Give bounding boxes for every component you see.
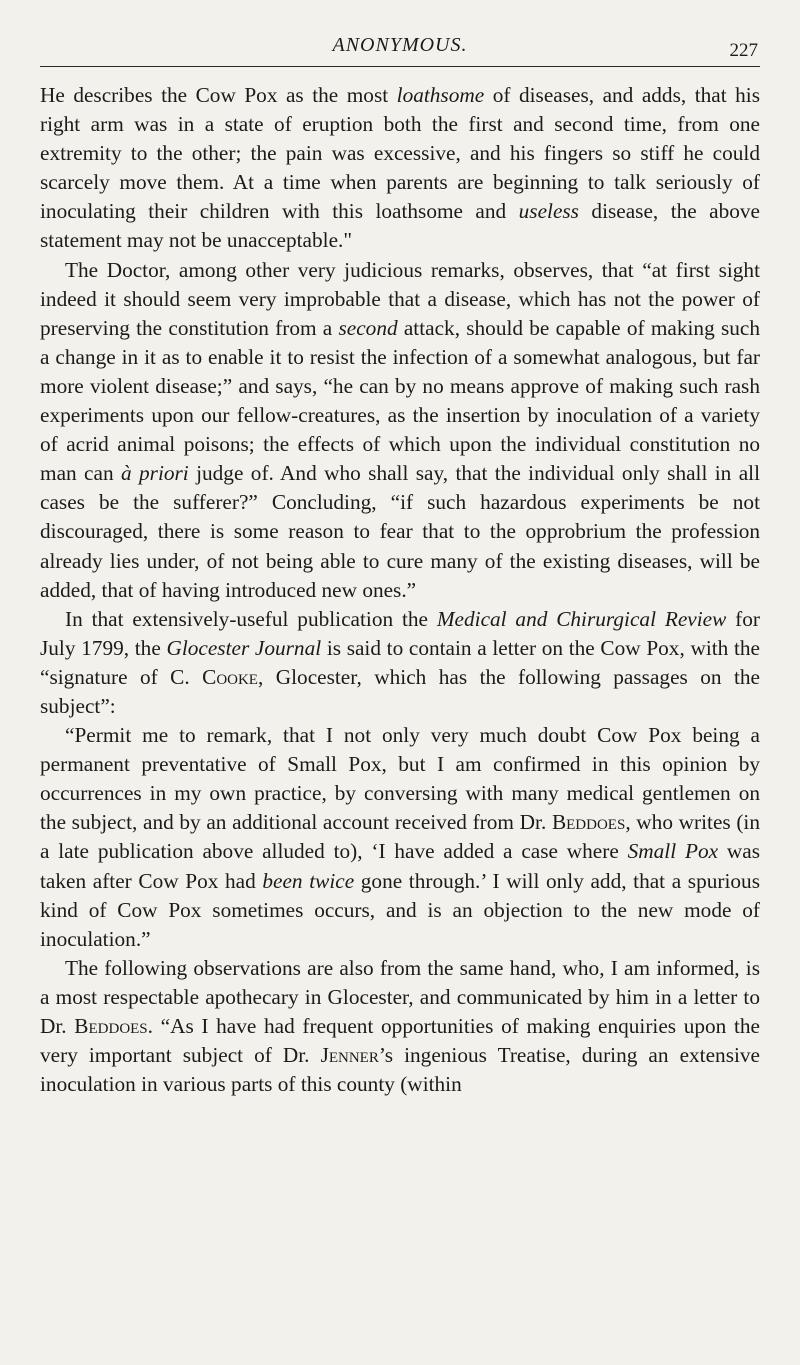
page-header [40,30,760,67]
italic-text: Glocester Journal [166,635,322,660]
small-caps-name: Cooke [202,664,258,689]
text-run: , Glocester, which has the following passages on the subject”: [40,664,760,718]
body-text [40,81,760,1099]
italic-text: been twice [262,868,355,893]
text-run: judge of. And who shall say, that the individual only shall in all cases be the sufferer?” Concluding, “if such hazardous experiments be not discouraged, there is some reason to fear that to the opprobrium the profession already lies under, of not being able to cure many of the existing diseases, will be added, that of having introduced new ones.” [40,461,760,602]
italic-text: Small Pox [627,839,719,864]
text-run: was taken after Cow Pox had [40,839,760,893]
running-head: ANONYMOUS. [332,34,468,56]
paragraph [40,605,760,721]
text-run: He describes the Cow Pox as the most [40,83,397,107]
small-caps-name: Beddoes [74,1014,148,1038]
text-run: ’s ingenious Treatise, during an extensive inoculation in various parts of this county (within [40,1043,760,1097]
paragraph [40,81,760,256]
italic-text: Medical and Chirurgical Review [436,606,727,631]
text-run: The following observations are also from the same hand, who, I am informed, is a most respectable apothecary in Glocester, and communicated by him in a letter to Dr. [40,955,760,1038]
paragraph [40,954,760,1099]
page-number: 227 [729,40,758,61]
paragraph [40,721,760,954]
text-run: . “As I have had frequent opportunities of making enquiries upon the very important subject of Dr. [40,1014,760,1068]
text-run: , who writes (in a late publication above alluded to), ‘I have added a case where [40,810,760,864]
italic-text: à priori [120,461,189,486]
italic-text: useless [518,199,579,224]
text-run: gone through.’ I will only add, that a spurious kind of Cow Pox sometimes occurs, and is an objection to the new mode of inoculation.” [40,868,760,951]
text-run: for July 1799, the [40,606,760,660]
text-run: disease, the above statement may not be unacceptable." [40,199,761,253]
small-caps-name: Beddoes [551,810,626,835]
italic-text: loathsome [396,83,485,107]
italic-text: second [338,315,398,340]
paragraph [40,256,760,605]
text-run: “Permit me to remark, that I not only very much doubt Cow Pox being a permanent preventative of Small Pox, but I am confirmed in this opinion by occurrences in my own practice, by conversing with many medical gentlemen on the subject, and by an additional account received from Dr. [40,723,760,835]
text-run: The Doctor, among other very judicious remarks, observes, that “at first sight indeed it should seem very improbable that a disease, which has not the power of preserving the constitution from a [40,257,760,340]
text-run: In that extensively-useful publication the [65,606,437,631]
text-run: attack, should be capable of making such a change in it as to enable it to resist the infection of a somewhat analogous, but far more violent disease;” and says, “he can by no means approve of making such rash experiments upon our fellow-creatures, as the insertion by inoculation of a variety of acrid animal poisons; the effects of which upon the individual constitution no man can [40,315,760,486]
text-run: is said to contain a letter on the Cow Pox, with the “signature of C. [40,635,760,689]
text-run: of diseases, and adds, that his right arm was in a state of eruption both the first and second time, from one extremity to the other; the pain was excessive, and his fingers so stiff he could scarcely move them. At a time when parents are beginning to talk seriously of inoculating their children with this loathsome and [40,83,760,224]
small-caps-name: Jenner [320,1043,379,1068]
